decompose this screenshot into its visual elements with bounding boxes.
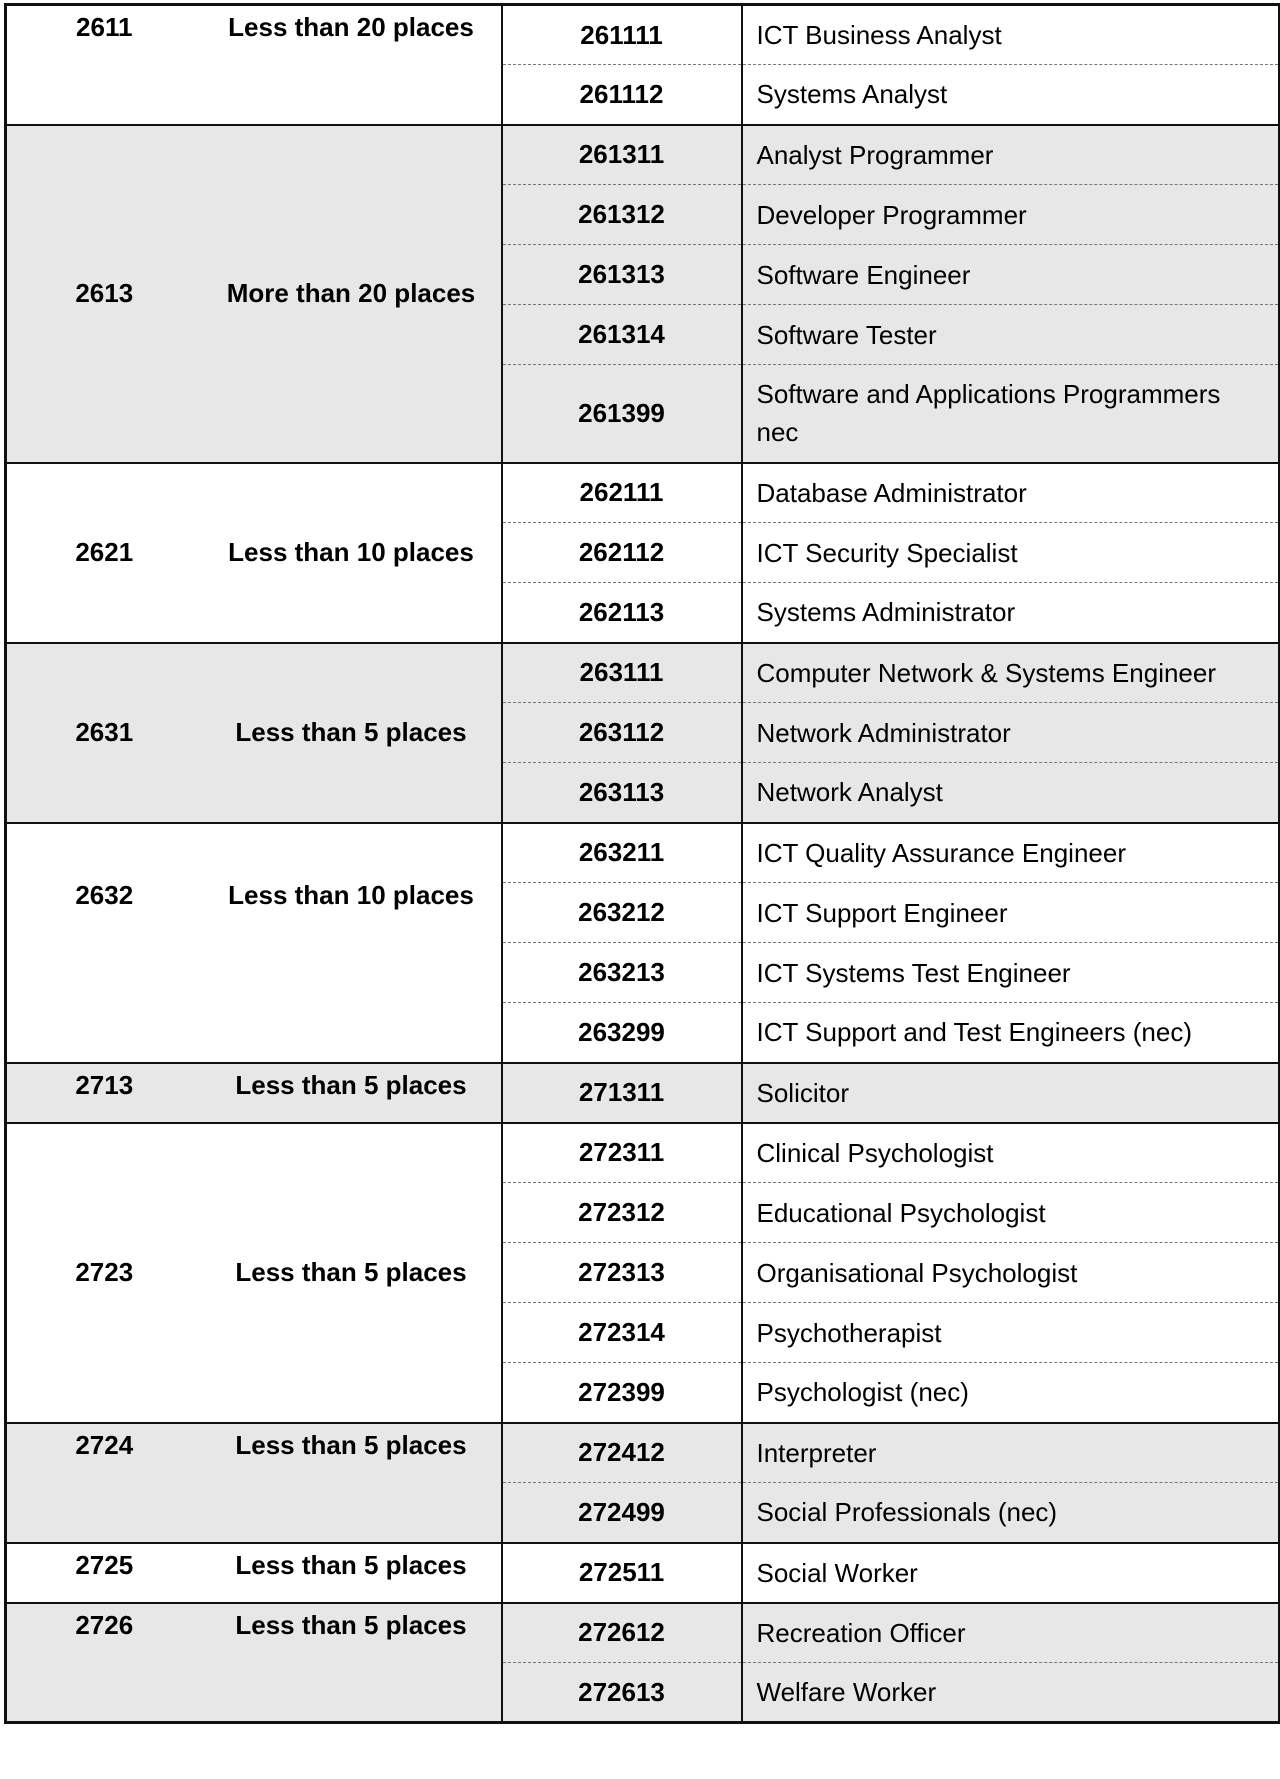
places-availability: Less than 5 places: [202, 1063, 502, 1123]
occupation-name: Educational Psychologist: [742, 1183, 1280, 1243]
unit-group-code: 2613: [6, 125, 202, 463]
occupation-code: 261399: [502, 365, 742, 463]
occupation-code: 262112: [502, 523, 742, 583]
places-availability: Less than 10 places: [202, 823, 502, 1063]
unit-group-code: 2713: [6, 1063, 202, 1123]
occupation-code: 272612: [502, 1603, 742, 1663]
occupation-code: 272314: [502, 1303, 742, 1363]
occupation-code: 262111: [502, 463, 742, 523]
occupation-name: Software Tester: [742, 305, 1280, 365]
occupation-places-table: [4, 3, 1280, 1724]
places-availability: Less than 5 places: [202, 1543, 502, 1603]
occupation-code: 263112: [502, 703, 742, 763]
occupation-name: Analyst Programmer: [742, 125, 1280, 185]
unit-group-code: 2632: [6, 823, 202, 1063]
occupation-name: Solicitor: [742, 1063, 1280, 1123]
occupation-code: 272399: [502, 1363, 742, 1423]
table-row: [6, 1423, 1280, 1483]
table-row: [6, 1603, 1280, 1663]
occupation-name: Social Professionals (nec): [742, 1483, 1280, 1543]
occupation-name: Systems Analyst: [742, 65, 1280, 125]
occupation-name: Welfare Worker: [742, 1663, 1280, 1723]
unit-group-code: 2631: [6, 643, 202, 823]
occupation-code: 272312: [502, 1183, 742, 1243]
occupation-name: ICT Support Engineer: [742, 883, 1280, 943]
places-availability: Less than 5 places: [202, 1603, 502, 1723]
table-row: [6, 643, 1280, 703]
occupation-name: Recreation Officer: [742, 1603, 1280, 1663]
occupation-table-container: [4, 3, 1278, 1724]
occupation-code: 263299: [502, 1003, 742, 1063]
occupation-name: Software Engineer: [742, 245, 1280, 305]
occupation-name: ICT Security Specialist: [742, 523, 1280, 583]
places-availability: More than 20 places: [202, 125, 502, 463]
occupation-code: 261311: [502, 125, 742, 185]
occupation-code: 261112: [502, 65, 742, 125]
unit-group-code: 2724: [6, 1423, 202, 1543]
occupation-code: 262113: [502, 583, 742, 643]
places-availability: Less than 5 places: [202, 1123, 502, 1423]
places-availability: Less than 5 places: [202, 1423, 502, 1543]
table-row: [6, 463, 1280, 523]
occupation-name: Database Administrator: [742, 463, 1280, 523]
occupation-code: 272511: [502, 1543, 742, 1603]
places-availability: Less than 5 places: [202, 643, 502, 823]
occupation-name: ICT Business Analyst: [742, 5, 1280, 65]
occupation-name: Psychologist (nec): [742, 1363, 1280, 1423]
occupation-name: Network Analyst: [742, 763, 1280, 823]
occupation-name: ICT Systems Test Engineer: [742, 943, 1280, 1003]
occupation-code: 261314: [502, 305, 742, 365]
occupation-name: Computer Network & Systems Engineer: [742, 643, 1280, 703]
occupation-name: Network Administrator: [742, 703, 1280, 763]
unit-group-code: 2725: [6, 1543, 202, 1603]
occupation-name: ICT Support and Test Engineers (nec): [742, 1003, 1280, 1063]
places-availability: Less than 20 places: [202, 5, 502, 125]
occupation-code: 272613: [502, 1663, 742, 1723]
table-row: [6, 823, 1280, 883]
occupation-code: 272412: [502, 1423, 742, 1483]
occupation-code: 263113: [502, 763, 742, 823]
occupation-code: 261313: [502, 245, 742, 305]
occupation-code: 263111: [502, 643, 742, 703]
occupation-name: Systems Administrator: [742, 583, 1280, 643]
table-row: [6, 5, 1280, 65]
table-row: [6, 125, 1280, 185]
occupation-name: Organisational Psychologist: [742, 1243, 1280, 1303]
occupation-code: 261111: [502, 5, 742, 65]
occupation-code: 263212: [502, 883, 742, 943]
table-row: [6, 1123, 1280, 1183]
occupation-name: ICT Quality Assurance Engineer: [742, 823, 1280, 883]
table-row: [6, 1063, 1280, 1123]
unit-group-code: 2611: [6, 5, 202, 125]
places-availability: Less than 10 places: [202, 463, 502, 643]
occupation-name: Psychotherapist: [742, 1303, 1280, 1363]
occupation-code: 263211: [502, 823, 742, 883]
occupation-name: Social Worker: [742, 1543, 1280, 1603]
occupation-code: 272313: [502, 1243, 742, 1303]
unit-group-code: 2726: [6, 1603, 202, 1723]
occupation-code: 263213: [502, 943, 742, 1003]
occupation-name: Software and Applications Programmers nec: [742, 365, 1280, 463]
occupation-code: 271311: [502, 1063, 742, 1123]
occupation-name: Clinical Psychologist: [742, 1123, 1280, 1183]
unit-group-code: 2621: [6, 463, 202, 643]
unit-group-code: 2723: [6, 1123, 202, 1423]
table-body: [6, 5, 1280, 1723]
occupation-name: Developer Programmer: [742, 185, 1280, 245]
occupation-name: Interpreter: [742, 1423, 1280, 1483]
occupation-code: 272311: [502, 1123, 742, 1183]
occupation-code: 261312: [502, 185, 742, 245]
occupation-code: 272499: [502, 1483, 742, 1543]
table-row: [6, 1543, 1280, 1603]
